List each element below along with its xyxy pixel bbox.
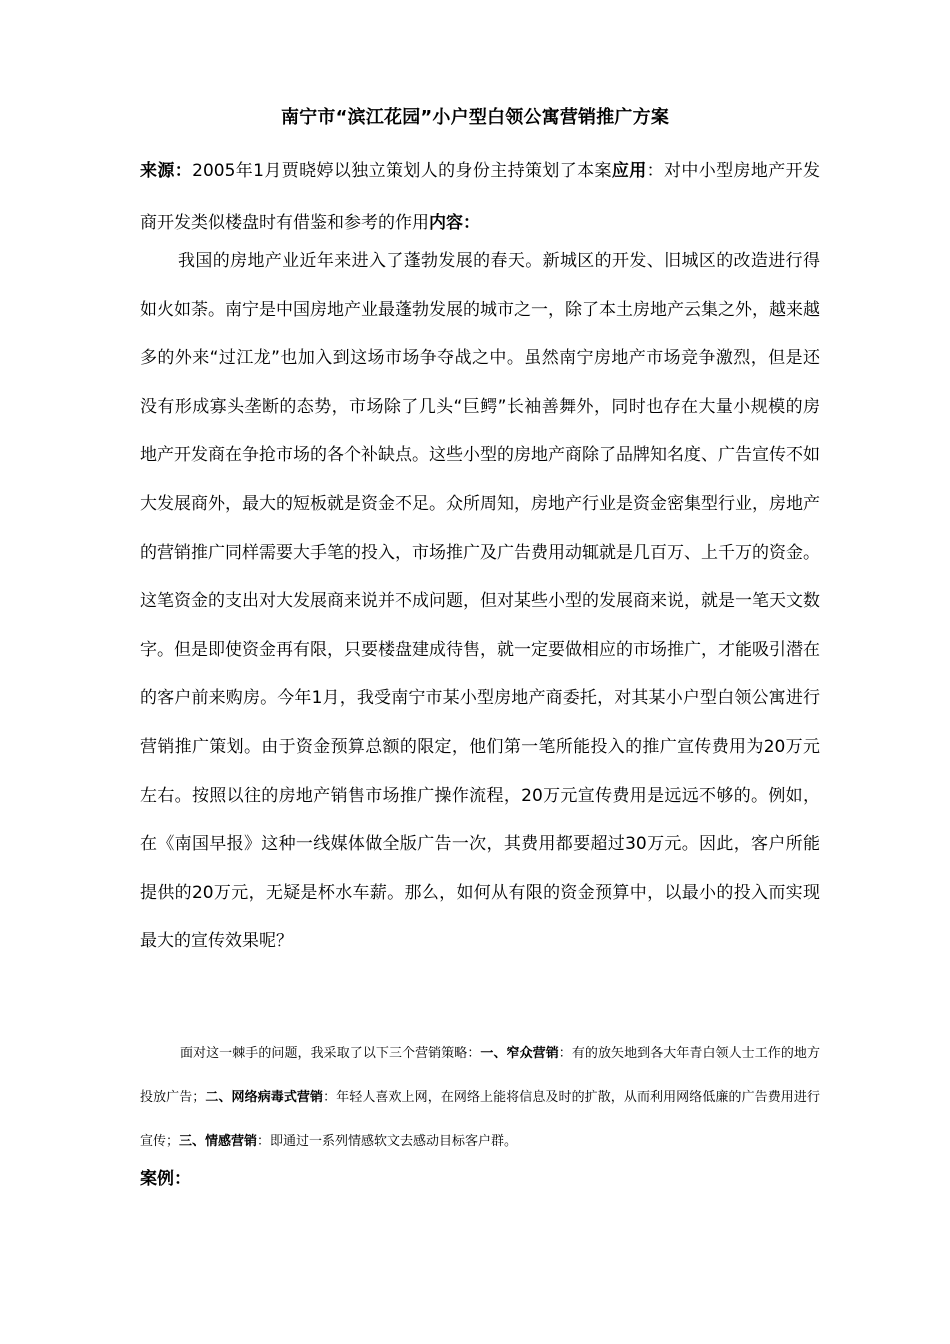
source-text: 2005年1月贾晓婷以独立策划人的身份主持策划了本案 [192,161,612,181]
strategy-paragraph [140,1032,820,1164]
strategy-3-text: ：即通过一系列情感软文去感动目标客户群。 [257,1134,518,1149]
strategy-intro: 面对这一棘手的问题，我采取了以下三个营销策略： [180,1046,481,1061]
document-title: 南宁市“滨江花园”小户型白领公寓营销推广方案 [280,107,670,128]
source-label: 来源： [140,161,193,181]
strategy-2-text: ：年轻人喜欢上网，在网络上能将信息及时的扩散，从而利用网络低廉的广告费用进行宣传； [140,1090,820,1149]
case-heading: 案例： [140,1169,191,1189]
application-label: 应用 [611,161,647,181]
strategy-2-label: 二、网络病毒式营销 [205,1090,324,1105]
strategy-1-text: ：有的放矢地到各大年青白领人士工作的地方投放广告； [140,1046,820,1105]
strategy-1-label: 一、窄众营销 [480,1046,559,1061]
body-paragraph: 我国的房地产业近年来进入了蓬勃发展的春天。新城区的开发、旧城区的改造进行得如火如荼。南宁是中国房地产业最蓬勃发展的城市之一，除了本土房地产云集之外，越来越多的外来“过江龙”也加入到这场市场争夺战之中。虽然南宁房地产市场竞争激烈，但是还没有形成寡头垄断的态势，市场除了几头“巨鳄”长袖善舞外，同时也存在大量小规模的房地产开发商在争抢市场的各个补缺点。这些小型的房地产商除了品牌知名度、广告宣传不如大发展商外，最大的短板就是资金不足。众所周知，房地产行业是资金密集型行业，房地产的营销推广同样需要大手笔的投入，市场推广及广告费用动辄就是几百万、上千万的资金。这笔资金的支出对大发展商来说并不成问题，但对某些小型的发展商来说，就是一笔天文数字。但是即使资金再有限，只要楼盘建成待售，就一定要做相应的市场推广，才能吸引潜在的客户前来购房。今年1月，我受南宁市某小型房地产商委托，对其某小户型白领公寓进行营销推广策划。由于资金预算总额的限定，他们第一笔所能投入的推广宣传费用为20万元左右。按照以往的房地产销售市场推广操作流程，20万元宣传费用是远远不够的。例如，在《南国早报》这种一线媒体做全版广告一次，其费用都要超过30万元。因此，客户所能提供的20万元，无疑是杯水车薪。那么，如何从有限的资金预算中，以最小的投入而实现最大的宣传效果呢？ [140,251,820,952]
application-text: ：对中小型房地产开发商开发类似楼盘时有借鉴和参考的作用 [140,161,821,233]
content-label: 内容： [429,213,480,233]
document-meta [140,145,820,249]
strategy-3-label: 三、情感营销 [179,1134,258,1149]
